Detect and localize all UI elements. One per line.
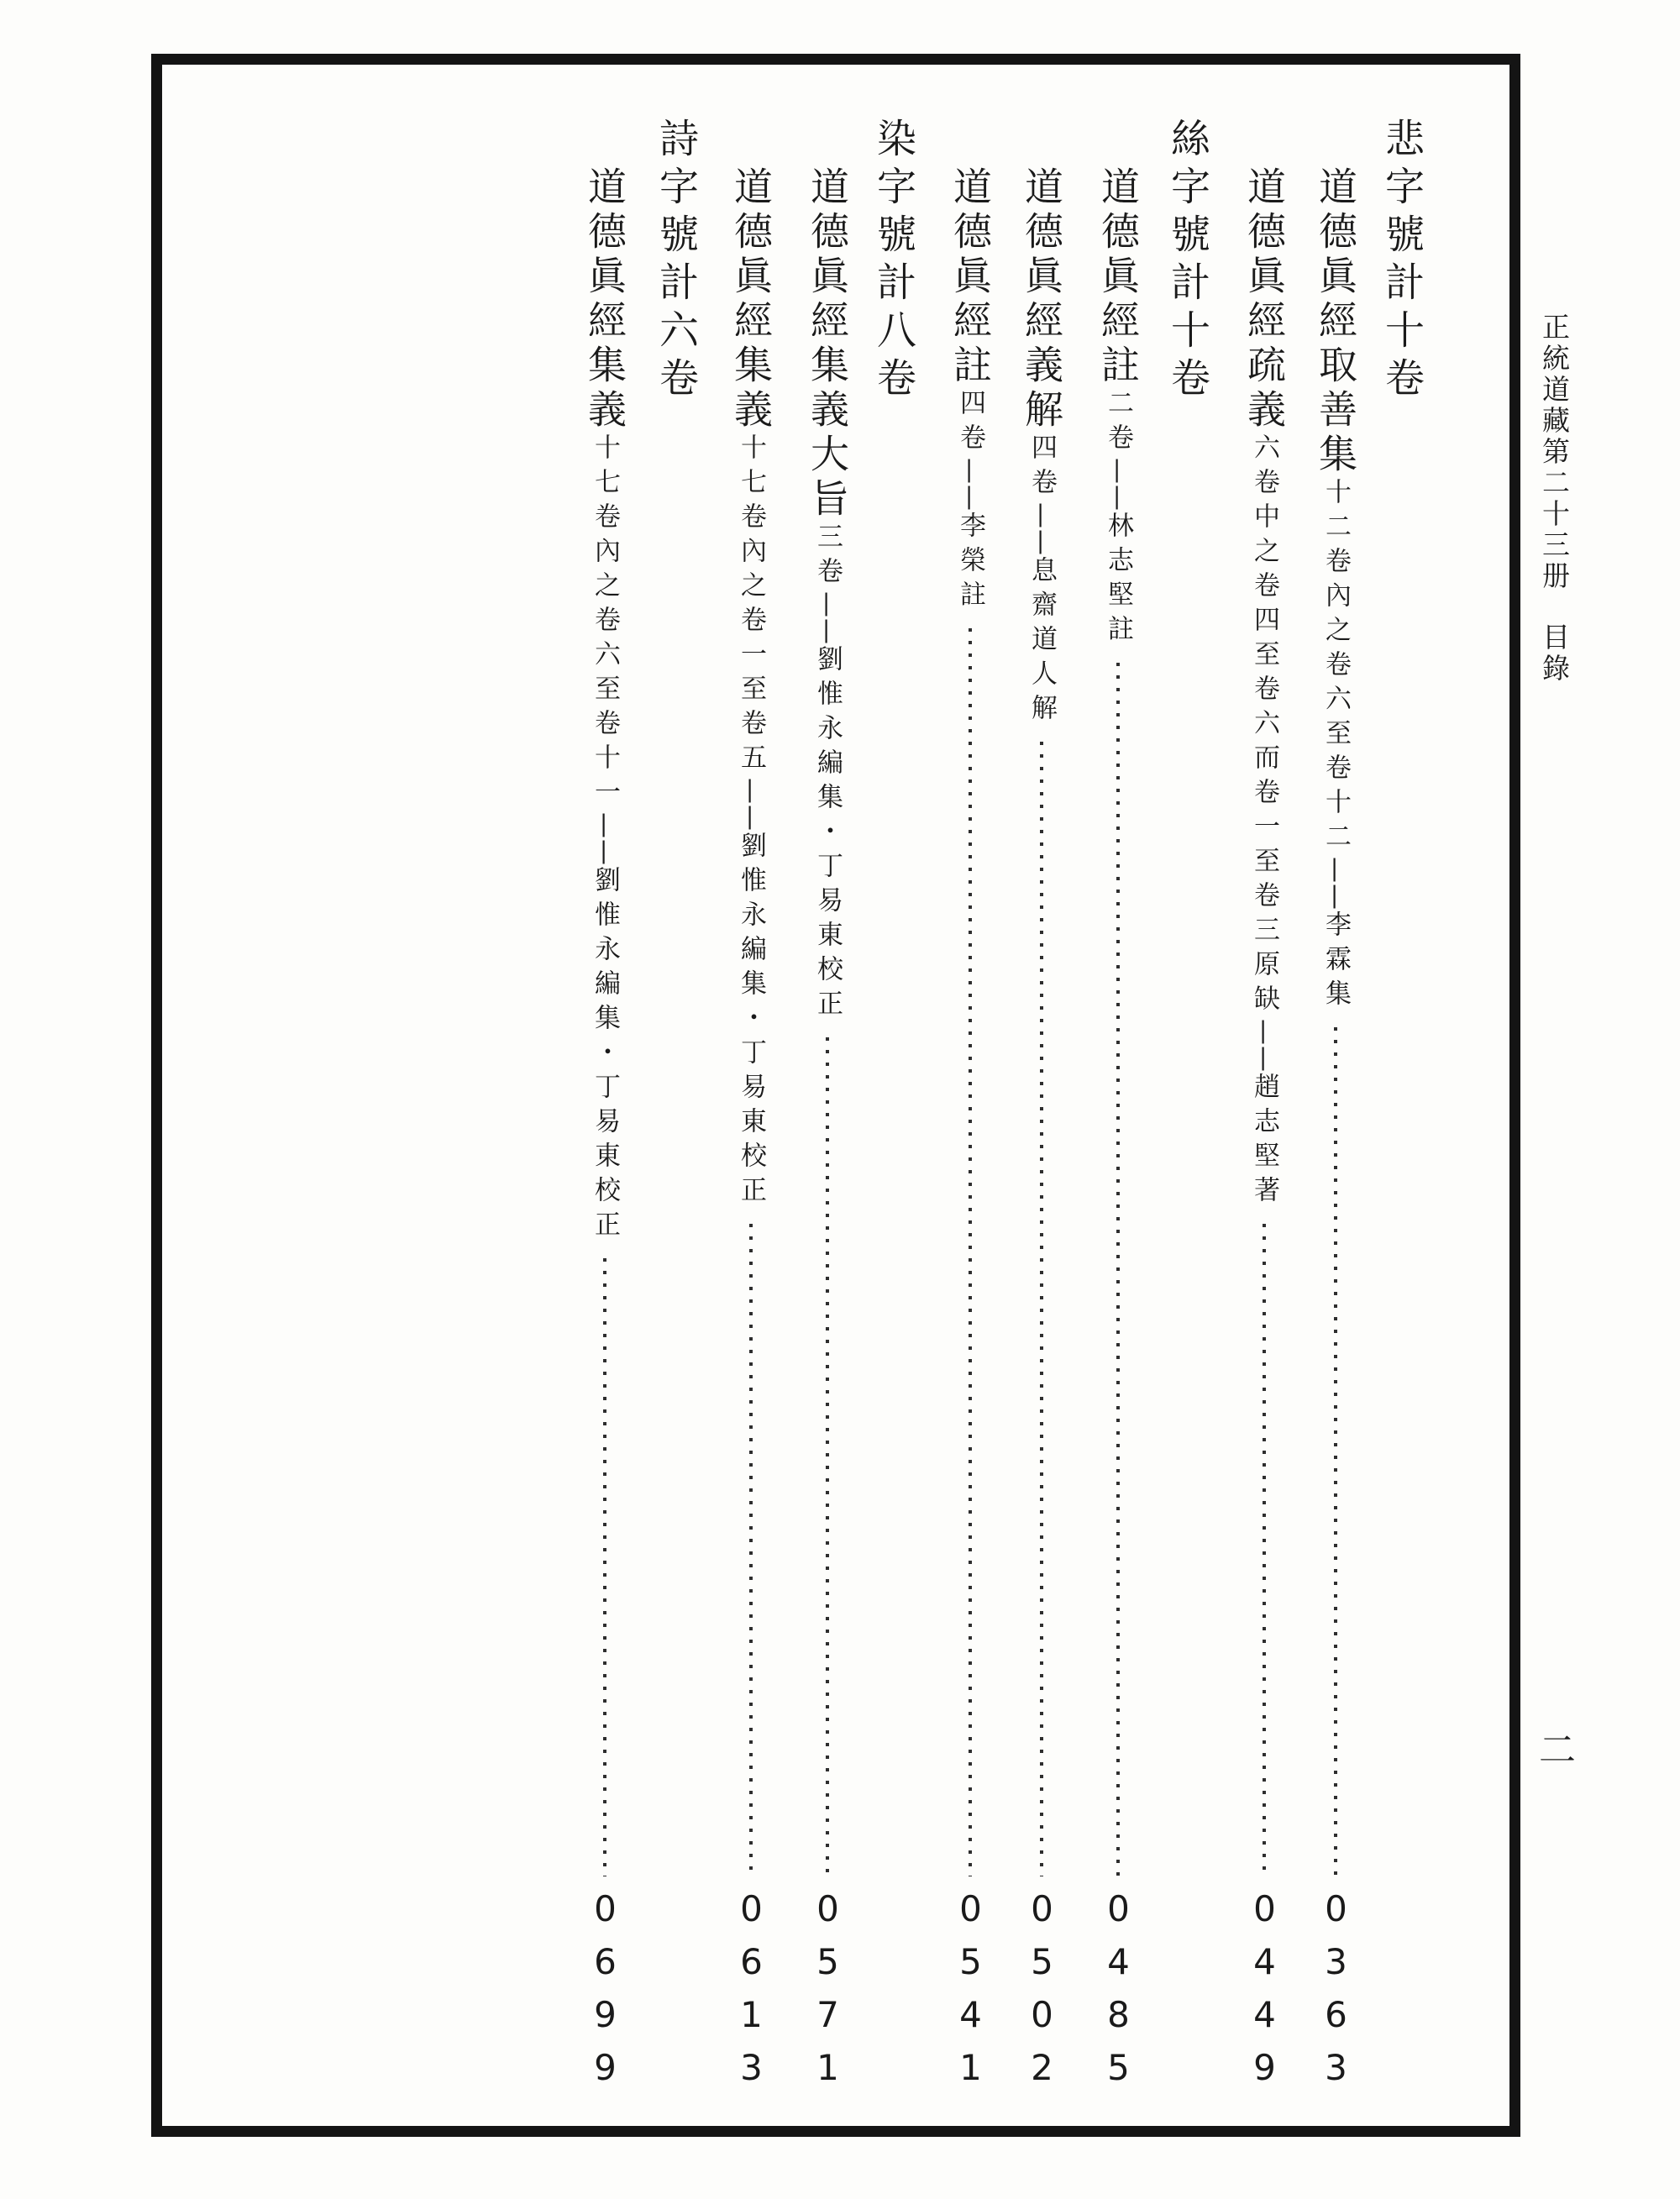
entry-author: 劉惟永編集・丁易東校正 <box>812 645 843 1024</box>
entry-text <box>582 166 627 1245</box>
running-title-text: 正統道藏第二十三册 <box>1538 312 1571 592</box>
page-locator: 0363 <box>1315 1888 1357 2100</box>
page-locator: 0613 <box>731 1888 772 2100</box>
entry-author: 林志堅註 <box>1103 512 1133 649</box>
entry-author: 劉惟永編集・丁易東校正 <box>590 866 620 1245</box>
catalog-entry <box>715 166 787 2100</box>
page-locator: 0449 <box>1244 1888 1285 2100</box>
entry-title: 道德眞經集義大旨 <box>805 166 850 522</box>
section-header: 詩字號計六卷 <box>653 118 699 405</box>
entry-title: 道德眞經集義 <box>728 166 774 433</box>
entry-text <box>1242 166 1287 1210</box>
volume-spec: 二卷 <box>1103 389 1133 458</box>
page-locator: 0571 <box>807 1888 848 2100</box>
entry-author: 李榮註 <box>955 512 985 615</box>
section-header: 染字號計八卷 <box>870 118 916 405</box>
entry-title: 道德眞經取善集 <box>1313 166 1358 478</box>
dot-leader <box>1263 1224 1266 1876</box>
entry-text <box>805 166 850 1024</box>
entry-author: 劉惟永編集・丁易東校正 <box>736 832 766 1210</box>
volume-spec: 十二卷內之卷六至卷十二 <box>1320 478 1351 857</box>
volume-spec: 六卷中之卷四至卷六而卷一至卷三原缺 <box>1249 433 1279 1019</box>
volume-spec: 十七卷內之卷六至卷十一 <box>590 433 620 812</box>
entry-text <box>1095 166 1141 649</box>
catalog-entry <box>1082 166 1154 2100</box>
entry-text <box>948 166 993 615</box>
section-header: 悲字號計十卷 <box>1378 118 1425 405</box>
entry-text <box>1019 166 1064 728</box>
entry-text <box>728 166 774 1210</box>
dot-leader <box>1116 663 1120 1876</box>
volume-spec: 十七卷內之卷一至卷五 <box>736 433 766 778</box>
page-locator: 0541 <box>950 1888 991 2100</box>
page-locator: 0699 <box>585 1888 626 2100</box>
dash: —— <box>812 591 843 645</box>
dot-leader <box>969 628 972 1876</box>
volume-spec: 四卷 <box>955 389 985 458</box>
entry-text <box>1313 166 1358 1014</box>
entry-title: 道德眞經註 <box>948 166 993 389</box>
running-title <box>1538 312 1571 685</box>
entry-author: 息齋道人解 <box>1026 556 1057 728</box>
entry-author: 趙志堅著 <box>1249 1073 1279 1210</box>
page-locator: 0502 <box>1021 1888 1063 2100</box>
dash: —— <box>1249 1019 1279 1073</box>
dash: —— <box>1103 458 1133 512</box>
volume-spec: 三卷 <box>812 522 843 591</box>
dash: —— <box>955 458 985 512</box>
dot-leader <box>1334 1027 1337 1876</box>
dash: —— <box>590 812 620 866</box>
entry-title: 道德眞經註 <box>1095 166 1141 389</box>
catalog-entry <box>1005 166 1078 2100</box>
catalog-entry <box>1228 166 1300 2100</box>
dot-leader <box>826 1037 829 1876</box>
catalog-entry <box>791 166 864 2100</box>
dash: —— <box>736 778 766 832</box>
catalog-entry <box>934 166 1006 2100</box>
entry-title: 道德眞經疏義 <box>1242 166 1287 433</box>
catalog-entry <box>569 166 641 2100</box>
dash: —— <box>1320 857 1351 911</box>
running-subtitle: 目錄 <box>1538 622 1571 685</box>
section-header: 絲字號計十卷 <box>1164 118 1210 405</box>
dot-leader <box>749 1224 753 1876</box>
page-locator: 0485 <box>1098 1888 1139 2100</box>
entry-author: 李霖集 <box>1320 911 1351 1014</box>
entry-title: 道德眞經義解 <box>1019 166 1064 433</box>
volume-spec: 四卷 <box>1026 433 1057 502</box>
folio-number: 二 <box>1539 1729 1576 1771</box>
entry-title: 道德眞經集義 <box>582 166 627 433</box>
dot-leader <box>603 1258 606 1876</box>
catalog-entry <box>1299 166 1372 2100</box>
dot-leader <box>1040 742 1043 1876</box>
dash: —— <box>1026 502 1057 556</box>
